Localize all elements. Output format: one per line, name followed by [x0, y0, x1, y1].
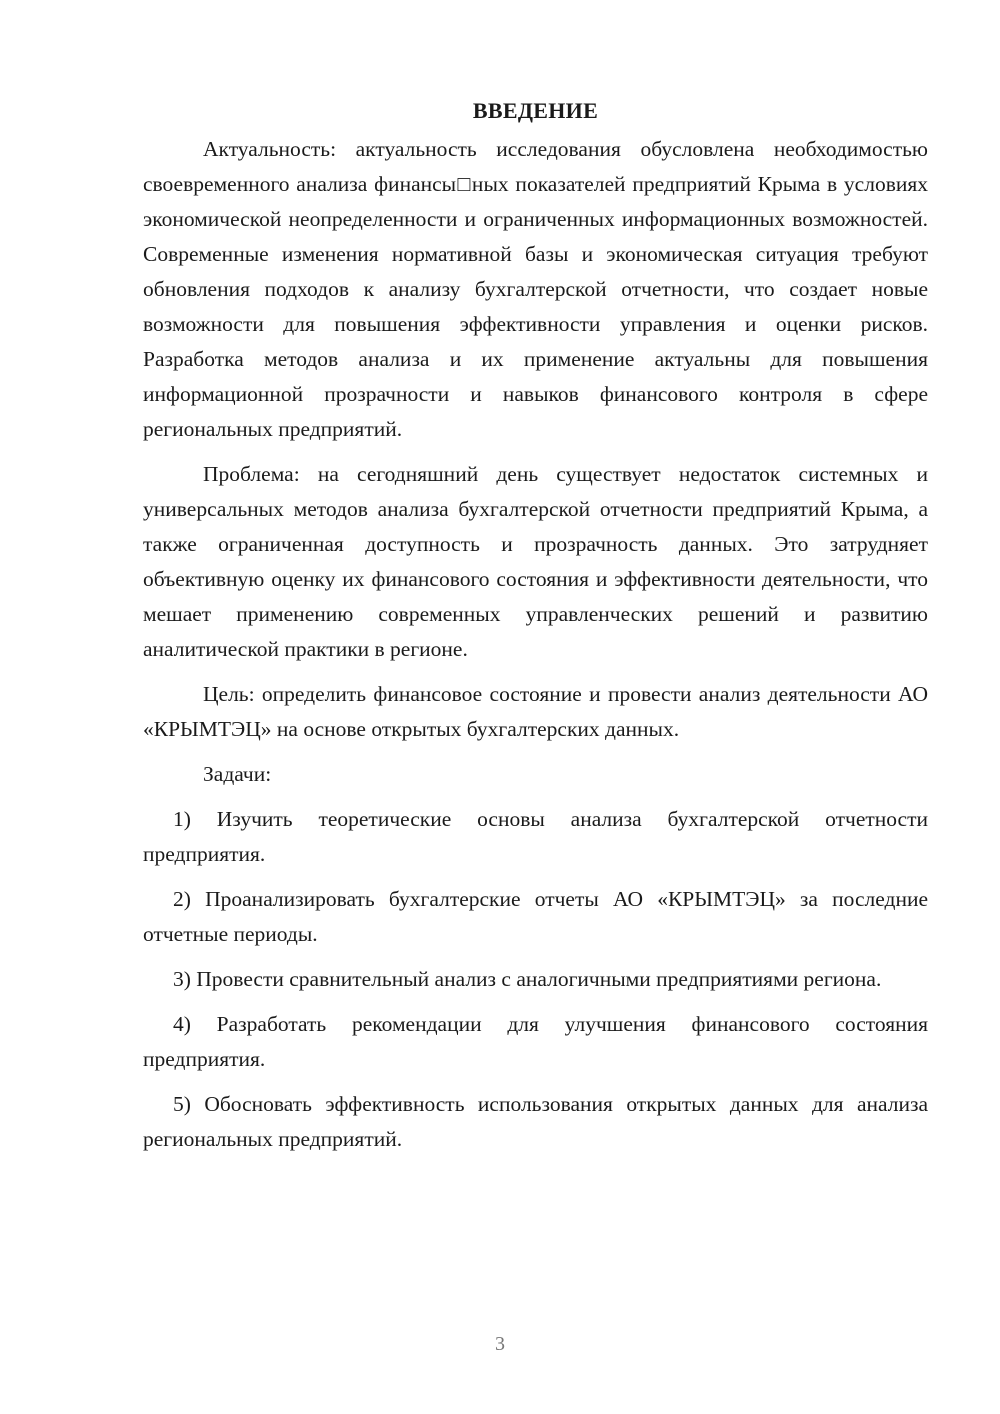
- task-item-1: 1) Изучить теоретические основы анализа бухгалтерской отчетности предприятия.: [143, 807, 928, 866]
- paragraph-goal: Цель: определить финансовое состояние и провести анализ деятельности АО «КРЫМТЭЦ» на основе открытых бухгалтерских данных.: [143, 682, 928, 741]
- section-heading: ВВЕДЕНИЕ: [472, 98, 599, 123]
- paragraph-tasks-label: Задачи:: [203, 762, 272, 786]
- task-item-4: 4) Разработать рекомендации для улучшения финансового состояния предприятия.: [143, 1012, 928, 1071]
- document-body: [143, 96, 928, 1167]
- paragraph-relevance: Актуальность: актуальность исследования обусловлена необходимостью своевременного анализа финансы□ных показателей предприятий Крыма в условиях экономической неопределенности и ограниченных информационных возможностей. Современные изменения нормативной базы и экономическая ситуация требуют обновления подходов к анализу бухгалтерской отчетности, что создает новые возможности для повышения эффективности управления и оценки рисков. Разработка методов анализа и их применение актуальны для повышения информационной прозрачности и навыков финансового контроля в сфере региональных предприятий.: [143, 137, 928, 441]
- task-item-2: 2) Проанализировать бухгалтерские отчеты АО «КРЫМТЭЦ» за последние отчетные периоды.: [143, 887, 928, 946]
- task-item-5: 5) Обосновать эффективность использования открытых данных для анализа региональных предприятий.: [143, 1092, 928, 1151]
- paragraph-problem: Проблема: на сегодняшний день существует недостаток системных и универсальных методов анализа бухгалтерской отчетности предприятий Крыма, а также ограниченная доступность и прозрачность данных. Это затрудняет объективную оценку их финансового состояния и эффективности деятельности, что мешает применению современных управленческих решений и развитию аналитической практики в регионе.: [143, 462, 928, 661]
- page-number: 3: [495, 1333, 505, 1355]
- task-item-3: 3) Провести сравнительный анализ с аналогичными предприятиями региона.: [173, 967, 882, 991]
